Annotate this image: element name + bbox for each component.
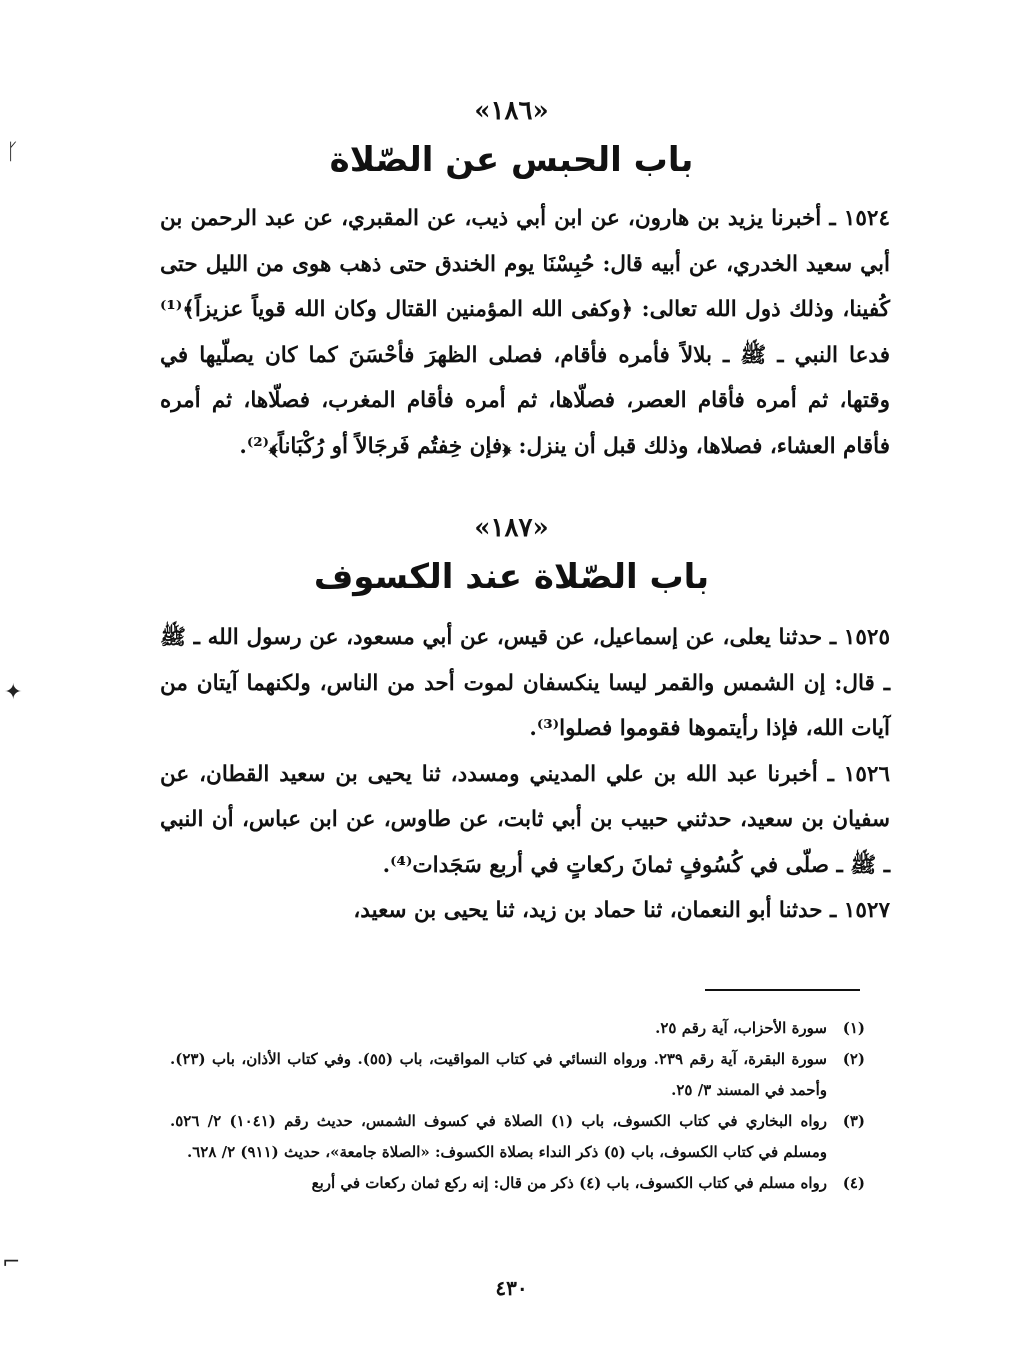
margin-mark-top: ᚴ	[6, 140, 20, 165]
footnote-2	[170, 1044, 865, 1106]
footnote-1	[170, 1013, 865, 1044]
chapter-number-187: «١٨٧»	[474, 513, 549, 543]
hadith-1527: ١٥٢٧ ـ حدثنا أبو النعمان، ثنا حماد بن زيد، ثنا يحيى بن سعيد،	[353, 898, 890, 923]
footnote-text: سورة الأحزاب، آية رقم ٢٥.	[655, 1019, 827, 1037]
footnote-marker: (٣)	[842, 1112, 865, 1130]
margin-mark-bottom: ⌐	[2, 1250, 21, 1275]
chapter-187-body	[160, 615, 890, 934]
footnote-marker: (٤)	[842, 1174, 865, 1192]
footnote-divider	[705, 989, 860, 991]
footnotes	[170, 1013, 865, 1199]
hadith-1525: ١٥٢٥ ـ حدثنا يعلى، عن إسماعيل، عن قيس، عن أبي مسعود، عن رسول الله ـ ﷺ ـ قال: إن الشمس والقمر ليسا ينكسفان لموت أحد من الناس، ولكنهما آيتان من آيات الله، فإذا رأيتموها فقوموا فصلوا⁽³⁾.	[160, 625, 890, 741]
page-number: ٤٣٠	[495, 1276, 528, 1300]
footnote-text: رواه مسلم في كتاب الكسوف، باب (٤) ذكر من قال: إنه ركع ثمان ركعات في أربع	[311, 1174, 827, 1192]
footnote-marker: (١)	[842, 1019, 865, 1037]
footnote-4	[170, 1168, 865, 1199]
chapter-186-body	[160, 196, 890, 469]
margin-mark-middle: ✦	[4, 680, 23, 705]
hadith-1524: ١٥٢٤ ـ أخبرنا يزيد بن هارون، عن ابن أبي ذيب، عن المقبري، عن عبد الرحمن بن أبي سعيد الخدري، عن أبيه قال: حُبِسْنَا يوم الخندق حتى ذهب هوى من الليل حتى كُفينا، وذلك ذول الله تعالى: ﴿وكفى الله المؤمنين القتال وكان الله قوياً عزيزاً﴾⁽¹⁾ فدعا النبي ـ ﷺ ـ بلالاً فأمره فأقام، فصلى الظهرَ فأحْسَنَ كما كان يصلّيها في وقتها، ثم أمره فأقام العصر، فصلّاها، ثم أمره فأقام المغرب، فصلّاها، ثم أمره فأقام العشاء، فصلاها، وذلك قبل أن ينزل: ﴿فإن خِفتُم فَرجَالاً أو رُكْبَاناً﴾⁽²⁾.	[160, 206, 890, 459]
footnote-marker: (٢)	[842, 1050, 865, 1068]
chapter-title-187: باب الصّلاة عند الكسوف	[313, 557, 710, 597]
footnote-text: رواه البخاري في كتاب الكسوف، باب (١) الصلاة في كسوف الشمس، حديث رقم (١٠٤١) ٢/ ٥٢٦. ومسلم في كتاب الكسوف، باب (٥) ذكر النداء بصلاة الكسوف: «الصلاة جامعة»، حديث (٩١١) ٢/ ٦٢٨.	[170, 1112, 827, 1161]
chapter-number-186: «١٨٦»	[474, 96, 549, 126]
hadith-1526: ١٥٢٦ ـ أخبرنا عبد الله بن علي المديني ومسدد، ثنا يحيى بن سعيد القطان، عن سفيان بن سعيد، حدثني حبيب بن أبي ثابت، عن طاوس، عن ابن عباس، أن النبي ـ ﷺ ـ صلّى في كُسُوفٍ ثمانَ ركعاتٍ في أربع سَجَدات⁽⁴⁾.	[160, 761, 890, 878]
chapter-title-186: باب الحبس عن الصّلاة	[329, 140, 694, 180]
footnote-text: سورة البقرة، آية رقم ٢٣٩. ورواه النسائي في كتاب المواقيت، باب (٥٥). وفي كتاب الأذان، باب (٢٣). وأحمد في المسند ٣/ ٢٥.	[170, 1050, 827, 1099]
footnote-3	[170, 1106, 865, 1168]
